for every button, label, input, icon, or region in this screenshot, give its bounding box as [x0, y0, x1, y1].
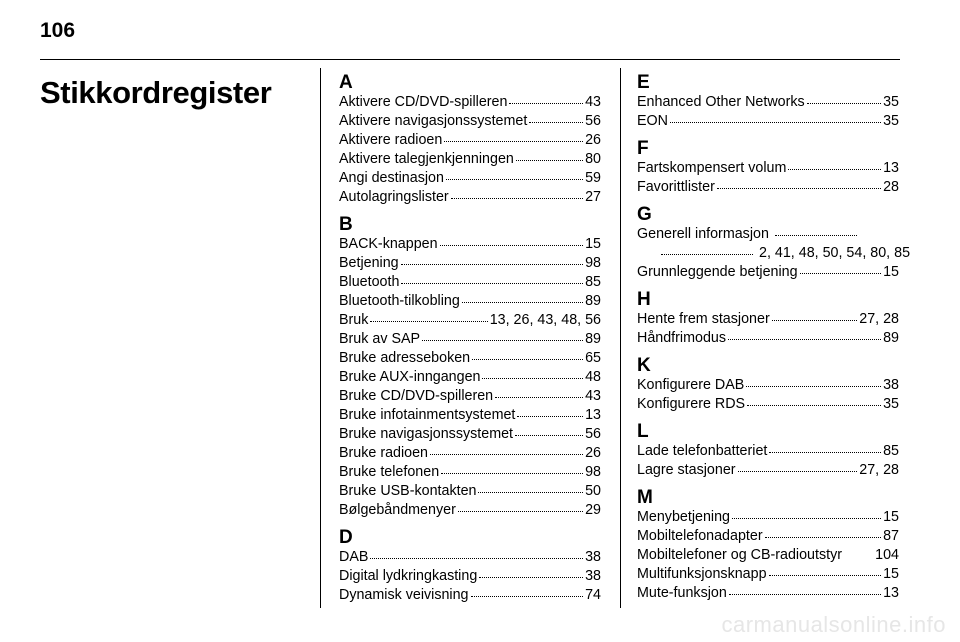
dot-leader	[472, 359, 583, 360]
dot-leader	[717, 188, 881, 189]
index-entry	[637, 376, 899, 395]
entry-term: Bruk	[339, 312, 369, 328]
entry-term: Aktivere navigasjonssystemet	[339, 113, 528, 129]
entry-term: Konfigurere DAB	[637, 377, 745, 393]
entry-term: Bruke USB-kontakten	[339, 483, 477, 499]
section-letter: F	[637, 138, 649, 159]
dot-leader	[765, 537, 882, 538]
entry-term: Aktivere radioen	[339, 132, 443, 148]
entry-term: Aktivere CD/DVD-spilleren	[339, 94, 508, 110]
entry-term: Bruke adresseboken	[339, 350, 471, 366]
entry-pages: 89	[883, 330, 899, 346]
index-entry	[339, 387, 601, 406]
dot-leader	[478, 492, 583, 493]
index-entry	[339, 235, 601, 254]
entry-term: Generell informasjon	[637, 226, 769, 242]
dot-leader	[738, 471, 858, 472]
entry-term: Grunnleggende betjening	[637, 264, 798, 280]
section-letter: L	[637, 421, 649, 442]
index-entry	[339, 311, 601, 330]
index-entry	[339, 586, 601, 605]
entry-pages: 35	[883, 113, 899, 129]
entry-term: Hente frem stasjoner	[637, 311, 770, 327]
index-entry	[339, 444, 601, 463]
section-letter: H	[637, 289, 651, 310]
entry-term: BACK-knappen	[339, 236, 438, 252]
index-entry	[339, 292, 601, 311]
entry-pages: 13	[585, 407, 601, 423]
dot-leader	[482, 378, 583, 379]
letter-group	[637, 289, 899, 348]
entry-term: Fartskompensert volum	[637, 160, 787, 176]
entry-term: Bluetooth	[339, 274, 400, 290]
section-letter: G	[637, 204, 652, 225]
column-divider	[320, 68, 321, 608]
entry-pages: 13	[883, 585, 899, 601]
dot-leader	[495, 397, 583, 398]
entry-term: Bruke CD/DVD-spilleren	[339, 388, 494, 404]
index-entry	[339, 131, 601, 150]
entry-term: Favorittlister	[637, 179, 715, 195]
entry-pages: 74	[585, 587, 601, 603]
entry-pages: 56	[585, 426, 601, 442]
entry-pages: 27, 28	[859, 311, 899, 327]
section-letter: B	[339, 214, 353, 235]
entry-pages: 27, 28	[859, 462, 899, 478]
index-entry	[637, 527, 899, 546]
entry-pages: 43	[585, 388, 601, 404]
entry-pages: 50	[585, 483, 601, 499]
entry-pages: 38	[585, 568, 601, 584]
dot-leader	[370, 558, 583, 559]
entry-term: Enhanced Other Networks	[637, 94, 805, 110]
index-entry	[339, 254, 601, 273]
entry-pages: 85	[883, 443, 899, 459]
index-entry	[637, 329, 899, 348]
index-entry	[637, 442, 899, 461]
index-entry	[339, 406, 601, 425]
entry-term: EON	[637, 113, 668, 129]
index-entry	[339, 482, 601, 501]
index-entry	[637, 178, 899, 197]
letter-group	[339, 72, 601, 207]
entry-term: Bluetooth-tilkobling	[339, 293, 460, 309]
dot-leader	[747, 405, 881, 406]
entry-pages: 13, 26, 43, 48, 56	[489, 312, 601, 328]
dot-leader	[769, 452, 881, 453]
letter-group	[637, 355, 899, 414]
index-entry	[637, 565, 899, 584]
entry-pages: 56	[585, 113, 601, 129]
entry-term: DAB	[339, 549, 369, 565]
dot-leader	[516, 160, 583, 161]
dot-leader	[807, 103, 881, 104]
dot-leader	[462, 302, 583, 303]
index-entry	[637, 225, 899, 244]
dot-leader	[670, 122, 881, 123]
entry-pages: 89	[585, 331, 601, 347]
entry-pages: 38	[883, 377, 899, 393]
entry-pages: 38	[585, 549, 601, 565]
entry-term: Mobiltelefonadapter	[637, 528, 763, 544]
index-entry	[637, 584, 899, 603]
index-entry	[339, 567, 601, 586]
dot-leader	[788, 169, 881, 170]
entry-term: Lade telefonbatteriet	[637, 443, 768, 459]
dot-leader	[509, 103, 583, 104]
dot-leader	[661, 254, 753, 255]
entry-term: Autolagringslister	[339, 189, 449, 205]
dot-leader	[441, 473, 583, 474]
index-entry	[339, 349, 601, 368]
section-letter: E	[637, 72, 650, 93]
entry-pages: 35	[883, 94, 899, 110]
entry-term: Angi destinasjon	[339, 170, 444, 186]
entry-pages: 27	[585, 189, 601, 205]
entry-pages: 85	[585, 274, 601, 290]
dot-leader	[446, 179, 583, 180]
watermark: carmanualsonline.info	[721, 612, 946, 637]
index-entry	[339, 273, 601, 292]
dot-leader	[370, 321, 487, 322]
entry-term: Lagre stasjoner	[637, 462, 736, 478]
index-entry	[637, 263, 899, 282]
entry-pages: 15	[585, 236, 601, 252]
section-letter: M	[637, 487, 653, 508]
entry-pages: 87	[883, 528, 899, 544]
index-entry	[339, 169, 601, 188]
dot-leader	[422, 340, 583, 341]
entry-pages: 13	[883, 160, 899, 176]
section-letter: A	[339, 72, 353, 93]
entry-term: Konfigurere RDS	[637, 396, 746, 412]
entry-pages: 80	[585, 151, 601, 167]
dot-leader	[444, 141, 583, 142]
index-entry	[339, 548, 601, 567]
dot-leader	[401, 283, 583, 284]
entry-term: Multifunksjonsknapp	[637, 566, 767, 582]
index-entry	[637, 159, 899, 178]
dot-leader	[529, 122, 583, 123]
entry-pages: 104	[875, 547, 899, 563]
index-entry	[637, 508, 899, 527]
index-entry	[339, 93, 601, 112]
section-letter: K	[637, 355, 651, 376]
index-entry	[339, 188, 601, 207]
entry-term: Mute-funksjon	[637, 585, 727, 601]
index-entry	[637, 310, 899, 329]
entry-term: Mobiltelefoner og CB-radioutstyr	[637, 547, 843, 563]
letter-group	[637, 487, 899, 603]
dot-leader	[401, 264, 583, 265]
letter-group	[637, 204, 911, 282]
dot-leader	[746, 386, 881, 387]
entry-pages: 59	[585, 170, 601, 186]
dot-leader	[800, 273, 882, 274]
entry-term: Aktivere talegjenkjenningen	[339, 151, 514, 167]
index-entry	[339, 150, 601, 169]
index-entry	[637, 93, 899, 112]
index-entry	[339, 368, 601, 387]
entry-term: Håndfrimodus	[637, 330, 726, 346]
entry-term: Bruke radioen	[339, 445, 429, 461]
dot-leader	[769, 575, 882, 576]
entry-pages: 89	[585, 293, 601, 309]
dot-leader	[471, 596, 584, 597]
entry-term: Bruke navigasjonssystemet	[339, 426, 514, 442]
header-rule	[40, 59, 900, 60]
entry-pages: 35	[883, 396, 899, 412]
index-entry	[339, 112, 601, 131]
index-entry	[637, 395, 899, 414]
letter-group	[339, 527, 601, 605]
index-entry	[637, 244, 911, 263]
index-entry	[339, 501, 601, 520]
index-entry	[637, 461, 899, 480]
page-number: 106	[40, 19, 76, 42]
entry-pages: 26	[585, 132, 601, 148]
dot-leader	[440, 245, 584, 246]
entry-pages: 29	[585, 502, 601, 518]
entry-pages: 26	[585, 445, 601, 461]
entry-term: Bruke infotainmentsystemet	[339, 407, 516, 423]
index-entry	[339, 425, 601, 444]
column-divider	[620, 68, 621, 608]
entry-pages: 65	[585, 350, 601, 366]
entry-term: Digital lydkringkasting	[339, 568, 478, 584]
entry-pages: 15	[883, 566, 899, 582]
dot-leader	[430, 454, 583, 455]
dot-leader	[451, 198, 583, 199]
entry-term: Betjening	[339, 255, 399, 271]
dot-leader	[775, 235, 857, 236]
dot-leader	[517, 416, 583, 417]
entry-pages: 98	[585, 255, 601, 271]
entry-pages: 28	[883, 179, 899, 195]
entry-pages: 43	[585, 94, 601, 110]
index-title: Stikkordregister	[40, 75, 272, 110]
section-letter: D	[339, 527, 353, 548]
entry-term: Menybetjening	[637, 509, 730, 525]
letter-group	[637, 72, 899, 131]
entry-term: Bruke AUX-inngangen	[339, 369, 481, 385]
letter-group	[637, 138, 899, 197]
entry-pages: 98	[585, 464, 601, 480]
index-entry	[637, 546, 899, 565]
dot-leader	[728, 339, 881, 340]
entry-term: Dynamisk veivisning	[339, 587, 469, 603]
entry-pages: 2, 41, 48, 50, 54, 80, 85	[759, 245, 911, 261]
entry-pages: 15	[883, 264, 899, 280]
dot-leader	[772, 320, 858, 321]
index-entry	[637, 112, 899, 131]
entry-term: Bruk av SAP	[339, 331, 421, 347]
letter-group	[637, 421, 899, 480]
dot-leader	[479, 577, 583, 578]
dot-leader	[732, 518, 881, 519]
index-entry	[339, 330, 601, 349]
index-entry	[339, 463, 601, 482]
index-column-2	[637, 72, 911, 610]
letter-group	[339, 214, 601, 520]
dot-leader	[458, 511, 583, 512]
dot-leader	[515, 435, 583, 436]
entry-term: Bruke telefonen	[339, 464, 440, 480]
dot-leader	[729, 594, 881, 595]
index-column-1	[339, 72, 601, 612]
entry-pages: 48	[585, 369, 601, 385]
entry-pages: 15	[883, 509, 899, 525]
entry-term: Bølgebåndmenyer	[339, 502, 456, 518]
